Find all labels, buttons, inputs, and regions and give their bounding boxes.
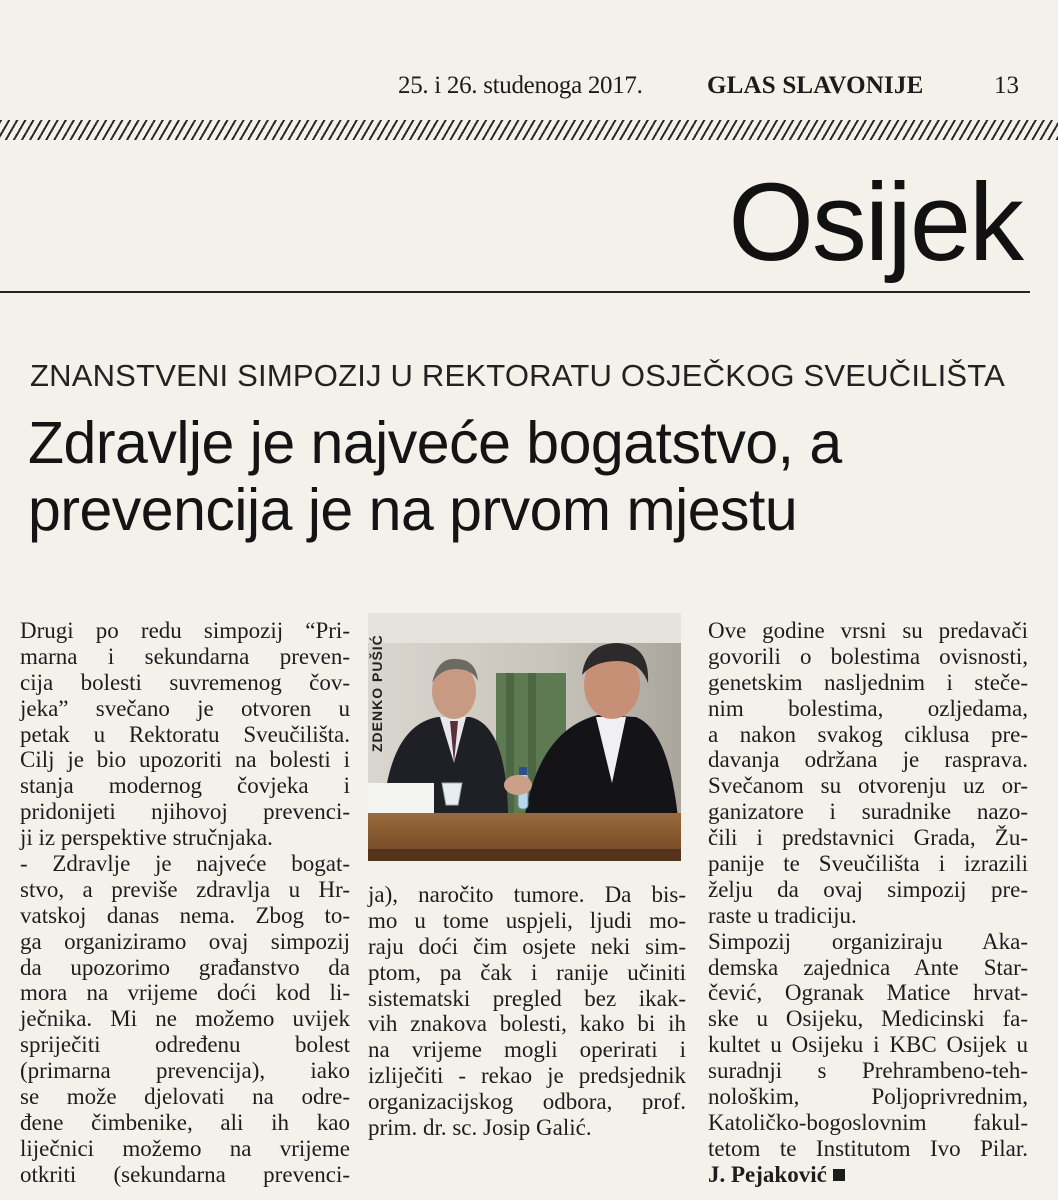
page-number: 13 — [994, 72, 1019, 99]
text-line: stvo, a previše zdravlja u Hr- — [20, 876, 350, 902]
text-line: genetskim nasljednim i steče- — [708, 669, 1028, 695]
author-name: J. Pejaković — [708, 1161, 827, 1187]
text-line: tetom te Institutom Ivo Pilar. — [708, 1135, 1028, 1161]
article-headline — [28, 410, 1038, 544]
text-line: pridonijeti njihovoj prevenci- — [20, 799, 350, 825]
text-line: raste u tradiciju. — [708, 902, 857, 928]
text-line: mora na vrijeme doći kod li- — [20, 980, 350, 1006]
text-line: organizacijskog odbora, prof. — [368, 1089, 686, 1115]
text-line: vih znakova bolesti, kako bi ih — [368, 1011, 686, 1037]
text-line: se može djelovati na odre- — [20, 1084, 350, 1110]
text-line: jeka” svečano je otvoren u — [20, 695, 350, 721]
text-line: ptom, pa čak i ranije učiniti — [368, 959, 686, 985]
text-line: Svečanom su otvorenju uz or- — [708, 773, 1028, 799]
text-line: na vrijeme mogli operirati i — [368, 1037, 686, 1063]
text-line: liječnici možemo na vrijeme — [20, 1135, 350, 1161]
text-line: suradnji s Prehrambeno-teh- — [708, 1058, 1028, 1084]
text-line: stanja modernog čovjeka i — [20, 773, 350, 799]
text-line: ji iz perspektive stručnjaka. — [20, 825, 273, 851]
text-line: spriječiti određenu bolest — [20, 1032, 350, 1058]
text-line: ske u Osijeku, Medicinski fa- — [708, 1006, 1028, 1032]
headline-line: Zdravlje je najveće bogatstvo, a — [28, 410, 842, 476]
text-line: (primarna prevencija), iako — [20, 1058, 350, 1084]
text-line: govorili o bolestima ovisnosti, — [708, 643, 1028, 669]
text-line: ja), naročito tumore. Da bis- — [368, 882, 686, 907]
text-line: davanja održana je rasprava. — [708, 747, 1028, 773]
text-line: ga organiziramo ovaj simpozij — [20, 928, 350, 954]
text-line: prim. dr. sc. Josip Galić. — [368, 1115, 592, 1141]
author-line — [708, 1162, 1028, 1188]
text-line: ganizatore i suradnike nazo- — [708, 799, 1028, 825]
text-line: marna i sekundarna preven- — [20, 643, 350, 669]
text-line: panije te Sveučilišta i izrazili — [708, 851, 1028, 877]
photo-credit: ZDENKO PUŠIĆ — [369, 634, 385, 752]
text-line: Katoličko-bogoslovnim fakul- — [708, 1109, 1028, 1135]
text-line: sistematski pregled bez ikak- — [368, 985, 686, 1011]
text-line: kultet u Osijeku i KBC Osijek u — [708, 1032, 1028, 1058]
text-line: nološkim, Poljoprivrednim, — [708, 1084, 1028, 1110]
text-line: raju doći čim osjete neki sim- — [368, 933, 686, 959]
text-line: ječnika. Mi ne možemo uvijek — [20, 1006, 350, 1032]
text-line: Cilj je bio upozoriti na bolesti i — [20, 747, 350, 773]
section-rule — [0, 291, 1030, 293]
end-of-article-square — [833, 1169, 845, 1181]
text-line: čili i predstavnici Grada, Žu- — [708, 825, 1028, 851]
text-line: Drugi po redu simpozij “Pri- — [20, 618, 350, 643]
publication-name: GLAS SLAVONIJE — [707, 72, 924, 99]
header-hatch-rule — [0, 120, 1058, 140]
text-line: vatskoj danas nema. Zbog to- — [20, 902, 350, 928]
article-kicker: ZNANSTVENI SIMPOZIJ U REKTORATU OSJEČKOG SVEUČILIŠTA — [30, 358, 1005, 393]
text-line: Ove godine vrsni su predavači — [708, 618, 1028, 643]
text-line: otkriti (sekundarna prevenci- — [20, 1161, 350, 1187]
headline-line: prevencija je na prvom mjestu — [28, 477, 798, 543]
text-line: Simpozij organiziraju Aka- — [708, 928, 1028, 954]
text-line: đene čimbenike, ali ih kao — [20, 1109, 350, 1135]
article-photo — [368, 613, 681, 861]
article-column-3 — [708, 618, 1028, 1188]
text-line: nim bolestima, ozljedama, — [708, 695, 1028, 721]
text-line: mo u tome uspjeli, ljudi mo- — [368, 907, 686, 933]
text-line: čević, Ogranak Matice hrvat- — [708, 980, 1028, 1006]
text-line: - Zdravlje je najveće bogat- — [20, 851, 350, 877]
text-line: da upozorimo građanstvo da — [20, 954, 350, 980]
section-title: Osijek — [728, 161, 1022, 284]
text-line: želju da ovaj simpozij pre- — [708, 876, 1028, 902]
text-line: petak u Rektoratu Sveučilišta. — [20, 721, 350, 747]
text-line: izliječiti - rekao je predsjednik — [368, 1063, 686, 1089]
issue-date: 25. i 26. studenoga 2017. — [398, 72, 643, 99]
article-column-2 — [368, 882, 686, 1141]
article-column-1 — [20, 618, 350, 1188]
text-line: demska zajednica Ante Star- — [708, 954, 1028, 980]
text-line: cija bolesti suvremenog čov- — [20, 669, 350, 695]
text-line: a nakon svakog ciklusa pre- — [708, 721, 1028, 747]
